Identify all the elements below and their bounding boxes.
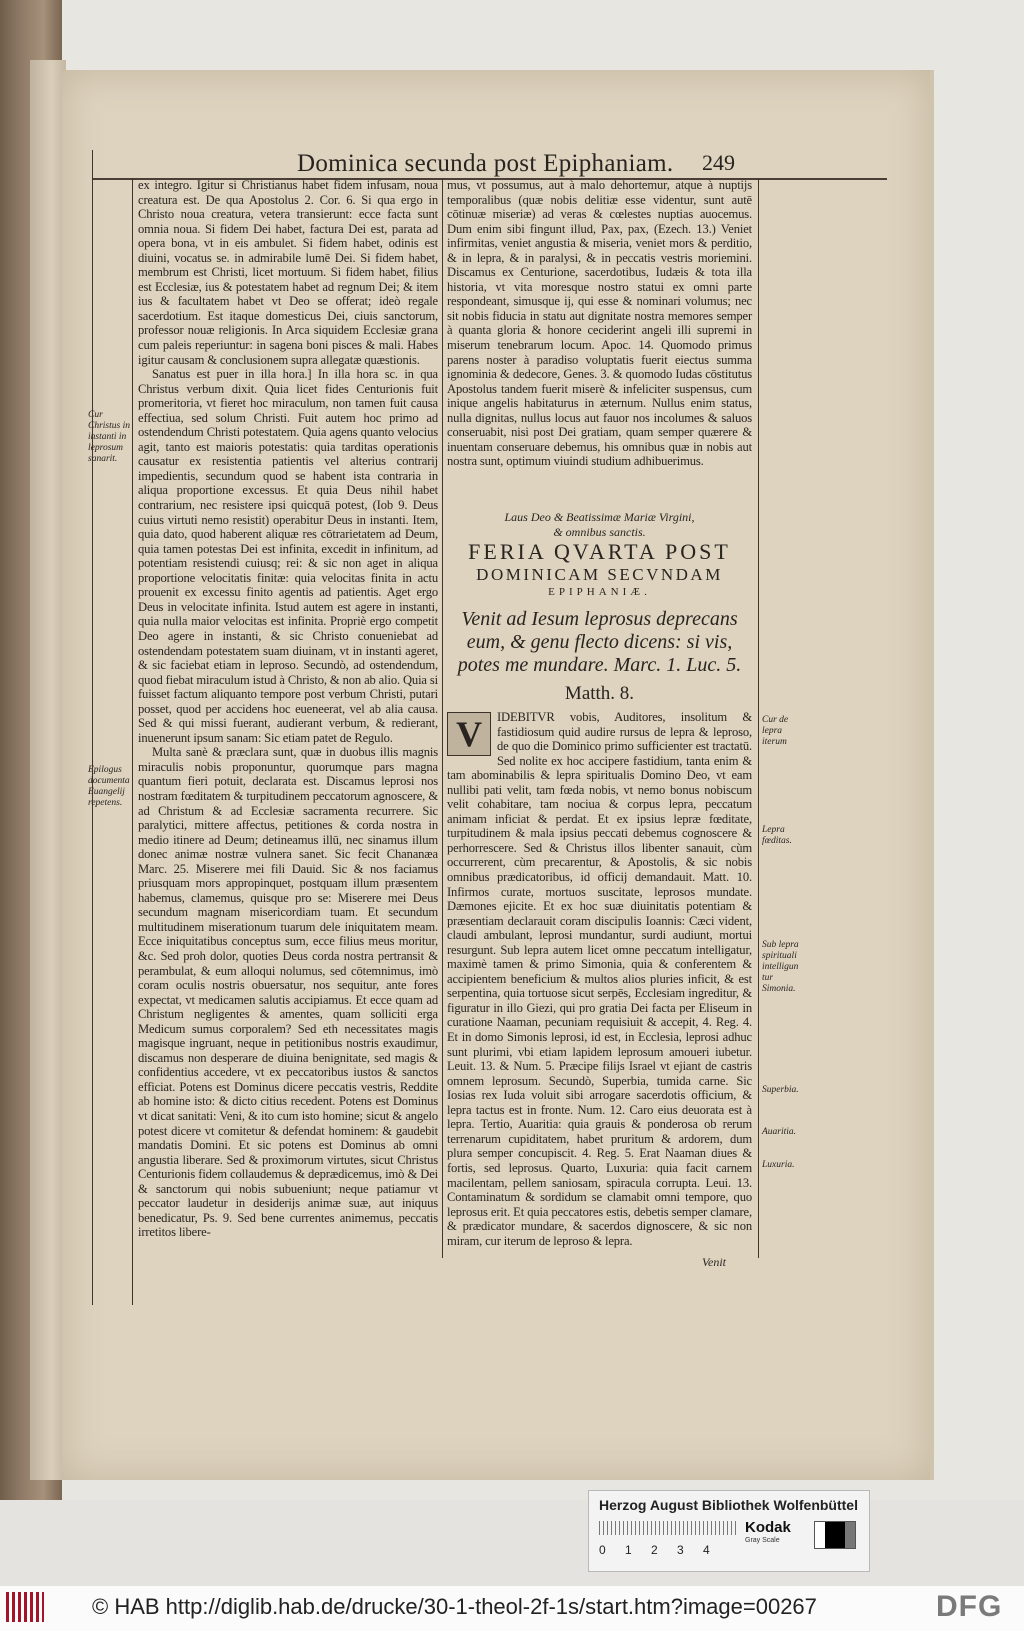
kodak-label: Kodak xyxy=(745,1519,791,1536)
library-name: Herzog August Bibliothek Wolfenbüttel xyxy=(599,1497,858,1513)
right-text-column-bottom xyxy=(447,710,752,1248)
left-text-column xyxy=(138,178,438,1240)
left-outer-rule xyxy=(92,150,93,1305)
left-paragraph-3: Multa sanè & præclara sunt, quæ in duobus illis magnis miraculis nobis proponuntur, quorumque pars magna quantum fieri potuit, declarata est. Discamus leprosi nos nostram fœditatem & turpitudinem peccatorum agnoscere, & ad Christum & ad Ecclesiæ sacramenta recurrere. Sic paralytici, mittere affectus, petitiones & corda nostra in medio itinere ad Deum; detineamus illū, nec sinamus illum donec animæ nostræ vulnera sanet. Sic fecit Chananæa Marc. 25. Miserere mei fili Dauid. Sic & nos faciamus priusquam mors appropinquet, postquam illum præsentem habemus, clamemus, quisque pro se: Miserere mei Deus secundum magnam misericordiam tuam. Et secundum multitudinem miserationum tuarum dele iniquitatem meam. Ecce iniquitatibus conceptus sum, ecce filius meus moritur, &c. Sed proh dolor, quoties Deus corda nostra pertransit & perambulat, & eum alloqui nolumus, sed cōtemnimus, imò coram oculis nostris obuersatur, nos sequitur, ante fores expectat, vt medicamen salutis accipiamus. Et ecce quam ad Christum negligentes & amentes, quam solliciti erga Medicum sumus corporalem? Sed eth necessitates magis magisque ingruant, neque in petitionibus nostris exaudimur, discamus non desperare de diuina benignitate, sed magis & confidentius accedere, vt ex peccatoribus iustos & sanctos efficiat. Potens est Dominus dicere peccatis vestris, Reddite ab homine isto: & dicto citius recedent. Potens est Dominus vt dicat sanitati: Veni, & ito cum isto homine; sicut & angelo potest dicere vt comitetur & defendat hominem: & gaudebit mandatis Domini. Et sic potens est Dominus ab omni angustia liberare. Sed & proximorum virtutes, sicut Christus Centurionis fidem collaudemus & deprædicemus, imò & Dei & sanctorum qui nobis subueniunt; neque patiamur vt peccator laudetur in desiderijs animæ suæ, aut iniquus benedicatur, Ps. 9. Sed bene currentes animemus, peccatis irretitos libere- xyxy=(138,745,438,1240)
laus-line-1: Laus Deo & Beatissimæ Mariæ Virgini, xyxy=(504,510,695,524)
gray-swatch xyxy=(814,1521,856,1549)
section-title: FERIA QVARTA POST xyxy=(468,539,731,564)
margin-note-right-5: Auaritia. xyxy=(762,1127,797,1137)
column-divider xyxy=(442,178,443,1258)
gospel-verse: Venit ad Iesum leprosus deprecans eum, & genu flecto dicens: si vis, potes me mundare. Marc. 1. Luc. 5. xyxy=(457,608,742,676)
left-paragraph-2: Sanatus est puer in illa hora.] In illa hora sc. in qua Christus verbum dixit. Quia licet fides Centurionis fuit promeritoria, vt fieret hoc miraculum, non tamen fuit causa effectiua, sed solum Christi. Fuit autem hoc primo ad ostendendum Christi potestatem. Quia agens quanto velocius agit, tanto est maioris potestatis: quia tarditas operationis causatur ex resistentia patientis vel alterius contrarij impedientis, secundum quod se habent ista contraria in aliqua proportione excessus. Et quia Deus nihil habet contrarium, nec resistere ipsi quicquā potest, (Iob 9. Deus cuius virtuti nemo resistit) operabitur Deus in instanti. Item, quia dato, quod haberent aliquæ res cōtrarietatem ad Deum, quia tamen potestas Dei est infinita, excedit in infinitum, ad potentiam resistendi cuiusq; rei: & sic non aget in aliqua proportione velocitatis finitæ: quia velocitas finita in actu prouenit ex excessu finito agentis ad patientis. Aget ergo Deus in velocitate infinita. Istud autem est agere in instanti, quia nulla maior velocitas est infinita. Propriè ergo competit Deo agere in instanti, & sic Christo conueniebat ad ostendendam potestatem suam diuinam, vt in instanti ageret, & sic faciebat etiam in leproso. Secundò, ad ostendendum, quod fiebat miraculum istud à Christo, & non ab alio. Quia si fuisset factum aliquanto tempore post verbum Christi, putari posset, quod per accidens hoc eueneerat, vel ab alia causa. Sed & qui missi fuerant, audierant verbum, & redierant, inuenerunt ipsum sanam: Sic etiam patet de Regulo. xyxy=(138,367,438,745)
laus-line-2: & omnibus sanctis. xyxy=(553,525,646,539)
section-subtitle-2: EPIPHANIÆ. xyxy=(548,586,651,598)
right-margin-rule xyxy=(758,178,759,1258)
gray-scale-label: Gray Scale xyxy=(745,1537,780,1544)
margin-note-right-3: Sub lepra spirituali intelligun tur Simonia. xyxy=(762,940,799,994)
book-page xyxy=(62,70,934,1480)
dfg-logo: DFG xyxy=(936,1590,1003,1623)
page-number: 249 xyxy=(702,150,735,175)
decorated-initial: V xyxy=(447,712,491,756)
scan-background xyxy=(0,1500,1024,1590)
margin-note-right-2: Lepra fœditas. xyxy=(762,825,792,846)
color-calibration-bar xyxy=(588,1490,870,1572)
left-margin-rule xyxy=(132,178,133,1305)
hab-logo-icon xyxy=(6,1592,44,1622)
laus-deo-line xyxy=(447,510,752,540)
margin-note-right-4: Superbia. xyxy=(762,1085,799,1095)
right-paragraph-2: IDEBITVR vobis, Auditores, insolitum & fastidiosum quid audire rursus de lepra & leproso, de quo die Dominico primo sufficienter est tractatū. Sed nolite ex hoc accipere fastidium, tanta enim & tam abominabilis & lepra spiritualis Domino Deo, vt eam nullibi pati velit, tam fœda nobis, vt nemo bonus nobiscum velit cohabitare, tam nociua & corpus lepra, peccatum animam inficiat & perdat. Et ex ipsius lepræ fœditate, turpitudinem & mala ipsius peccati debemus cognoscere & perhorrescere. Sed & Christus illos libenter sanauit, cùm occurrerent, cùm precarentur, & Apostolis, & sic nobis omnibus prædicatoribus, id officij demandauit. Matt. 10. Infirmos curate, mortuos suscitate, leprosos mundate. Dæmones ejicite. Et ex hoc suæ diuinitatis potentiam & præsentiam declarauit coram discipulis Ioannis: Cæci vident, claudi ambulant, leprosi mundantur, surdi audiunt, mortui resurgunt. Sub lepra autem licet omne peccatum intelligatur, maximè tamen & primo Simonia, quia & conferentem & accipientem beneficium & multos alios pluries inficit, & est serpentina, quia tortuose sicut serpēs, Ecclesiam ingreditur, & figuratur in illo Giezi, qui pro gratia Dei facta per Eliseum in curatione Naaman, pecuniam requisiuit & accepit, 4. Reg. 4. Et in domo Simonis leprosi, id est, in Ecclesia, leprosi adhuc sunt plurimi, vbi etiam lapidem leprosum amoueri iubetur. Leuit. 13. & Num. 5. Præcipe filijs Israel vt ejiant de castris omnem leprosum. Secundò, Superbia, tumida carne. Sic Iosias rex Iuda voluit sibi arrogare sacerdotis officium, & lepra tactus est in fronte. Num. 12. Caro eius deuorata est à lepra. Tertio, Auaritia: quia grauis & ponderosa ob rerum terrenarum cupiditatem, habet pruritum & ardorem, dum plura semper concupiscit. 4. Reg. 5. Erat Naaman diues & fortis, sed leprosus. Quarto, Luxuria: quia facit carnem macilentam, pellem saniosam, spiracula corrupta. Leui. 13. Contaminatum & sordidum se clamabit omni tempore, quo leprosus erit. Et quia peccatores estis, debetis semper clamare, & prædicator mundare, & sacerdos dignoscere, & sic non miram, cur iterum de leproso & lepra. xyxy=(447,710,752,1248)
catchword: Venit xyxy=(702,1255,726,1269)
facing-page-edge xyxy=(30,60,66,1480)
margin-note-left-2: Epilogus documenta Euangelij repetens. xyxy=(88,765,130,808)
right-text-column-top xyxy=(447,178,752,469)
viewer-footer xyxy=(0,1586,1024,1631)
left-paragraph-1: ex integro. Igitur si Christianus habet fidem infusam, noua creatura est. De qua Apostolus 2. Cor. 6. Si qua ergo in Christo noua creatura, vetera transierunt: ecce facta sunt omnia noua. Si fidem Dei habet, factura Dei est, parata ad opera bona, vt in eis ambulet. Si fidem habet, odinis est diuini, vocatus se. in admirabile lumē Dei. Si fidem habet, membrum est Christi, licet mortuum. Si fidem habet, filius est Ecclesiæ, ius & potestatem habet ad regnum Dei; & item ius & facultatem habet vt Deo se offerat; ideò regale sacerdotium. Est itaque domesticus Dei, ciuis sanctorum, professor nouæ religionis. In Arca siquidem Ecclesiæ grana cum paleis reperiuntur: in sagena boni pisces & mali. Habes igitur causam & conclusionem supra allegatæ quæstionis. xyxy=(138,178,438,367)
gospel-reference: Matth. 8. xyxy=(564,683,635,704)
margin-note-left-1: Cur Christus in instanti in leprosum sanarit. xyxy=(88,410,130,464)
margin-note-right-6: Luxuria. xyxy=(762,1160,795,1170)
margin-note-right-1: Cur de lepra iterum xyxy=(762,715,789,747)
running-title: Dominica secunda post Epiphaniam. xyxy=(297,150,674,177)
section-subtitle: DOMINICAM SECVNDAM xyxy=(476,565,723,584)
scale-ruler xyxy=(599,1521,739,1535)
scale-numbers: 0 1 2 3 4 xyxy=(599,1543,710,1557)
right-paragraph-1: mus, vt possumus, aut à malo dehortemur, atque à nuptijs temporalibus (quæ nobis delitiæ esse videntur, sunt autē cōtinuæ miseriæ) ad veras & cœlestes nuptias auocemus. Dum enim sibi fingunt illud, Pax, pax, (Ezech. 13.) Veniet infirmitas, veniet angustia & miseria, veniet mors & perditio, & in lepra, & in paralysi, & in peccatis vestris moriemini. Discamus ex Centurione, sacerdotibus, Iudæis & tota illa historia, vt vita moresque nostro statui ex omni parte respondeant, simusque ij, qui esse & nominari volumus; nec sit nobis fiducia in statu aut dignitate nostra memores semper à quanta gloria & honore ceciderint angeli illi supremi in miserum tenebrarum locum. Apoc. 14. Quomodo primus parens noster à paradiso voluptatis fuerit eiectus summa ignominia & dedecore, Genes. 3. & quomodo Iudas cōstitutus Apostolus tandem fuerit miserè & infeliciter suspensus, cum inique angelis habitaturus in æternum. Nullus enim status, nulla dignitas, nullus locus aut fauor nos incolumes & saluos conseruabit, nisi post Dei gratiam, quam semper quærere & inuentam conseruare debemus, his omnibus quæ in nobis aut nostra sunt, optimum viuindi studium adhibuerimus. xyxy=(447,178,752,469)
source-link[interactable]: © HAB http://diglib.hab.de/drucke/30-1-theol-2f-1s/start.htm?image=00267 xyxy=(92,1594,817,1619)
